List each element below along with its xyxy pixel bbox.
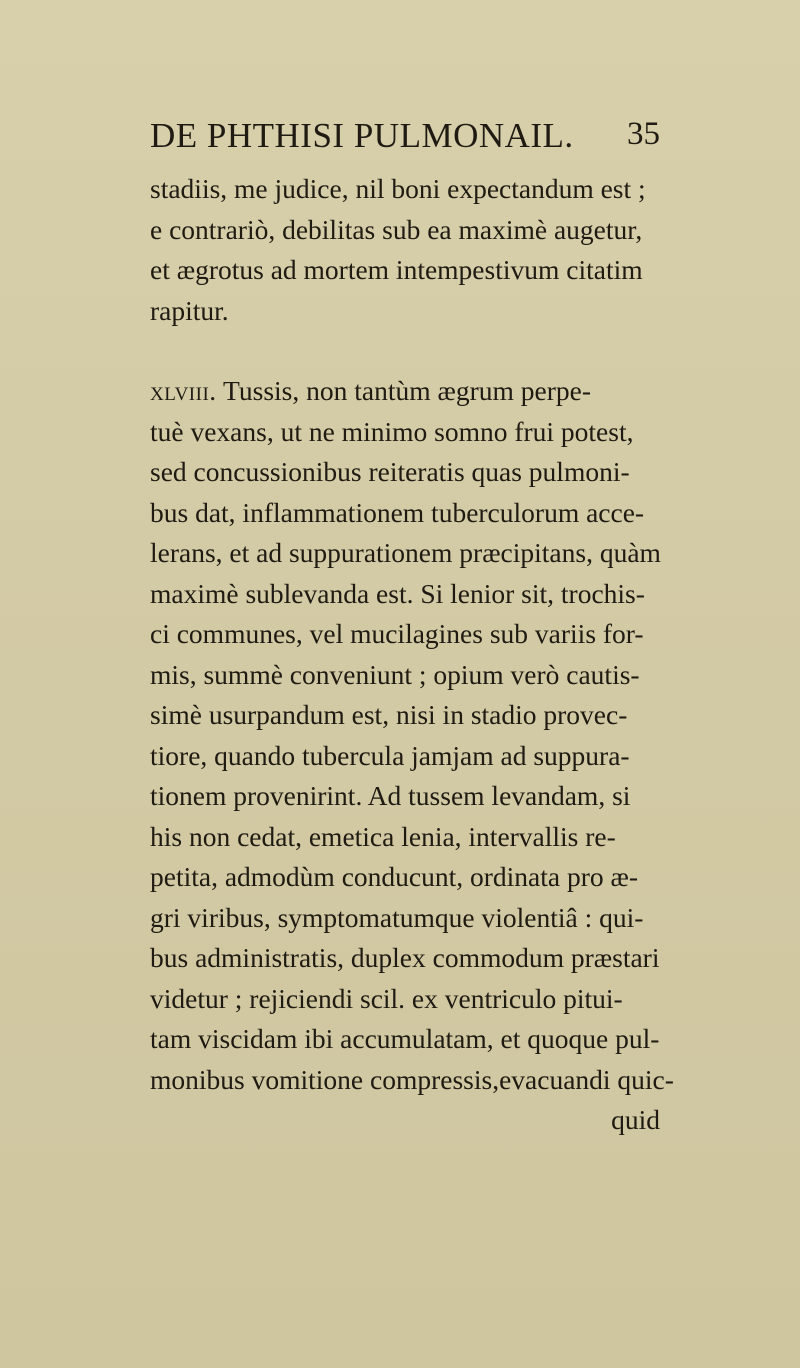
paragraph-2	[150, 371, 674, 1100]
paragraph-spacer	[150, 331, 660, 371]
text-line: bus dat, inflammationem tuberculorum acce-	[150, 496, 645, 528]
text-line: bus administratis, duplex commodum præstari	[150, 942, 660, 973]
page-header	[150, 116, 660, 160]
text-line: e contrariò, debilitas sub ea maximè augetur,	[150, 213, 643, 245]
text-line: his non cedat, emetica lenia, intervallis re-	[150, 820, 616, 852]
text-line: rapitur.	[150, 294, 229, 326]
text-line: monibus vomitione compressis,evacuandi quic-	[150, 1063, 674, 1095]
text-line: mis, summè conveniunt ; opium verò cautis-	[150, 658, 640, 690]
text-span: Tussis, non tantùm ægrum perpe-	[216, 375, 591, 406]
text-line: tiore, quando tubercula jamjam ad suppura-	[150, 739, 630, 771]
text-line: ci communes, vel mucilagines sub variis for-	[150, 618, 644, 649]
text-line: stadiis, me judice, nil boni expectandum est ;	[150, 173, 646, 204]
text-line: gri viribus, symptomatumque violentiâ : qui-	[150, 901, 644, 933]
catchword: quid	[611, 1104, 660, 1135]
text-line	[150, 371, 660, 412]
body-text	[150, 169, 674, 1141]
text-line: lerans, et ad suppurationem præcipitans, quàm	[150, 537, 661, 568]
text-line: videtur ; rejiciendi scil. ex ventriculo pitui-	[150, 982, 623, 1014]
page-number: 35	[627, 116, 660, 152]
text-line: sed concussionibus reiteratis quas pulmoni-	[150, 456, 630, 487]
text-line: maximè sublevanda est. Si lenior sit, trochis-	[150, 577, 645, 609]
running-title: DE PHTHISI PULMONAIL.	[150, 116, 574, 155]
text-line: tuè vexans, ut ne minimo somno frui potest,	[150, 415, 634, 447]
section-number: xlviii.	[150, 375, 217, 406]
text-line: petita, admodùm conducunt, ordinata pro æ-	[150, 861, 639, 892]
text-line: et ægrotus ad mortem intempestivum citatim	[150, 254, 643, 285]
paragraph-1	[150, 169, 660, 331]
text-line: simè usurpandum est, nisi in stadio provec-	[150, 699, 628, 730]
text-line: tam viscidam ibi accumulatam, et quoque pul-	[150, 1023, 660, 1054]
text-line: tionem provenirint. Ad tussem levandam, si	[150, 780, 631, 811]
